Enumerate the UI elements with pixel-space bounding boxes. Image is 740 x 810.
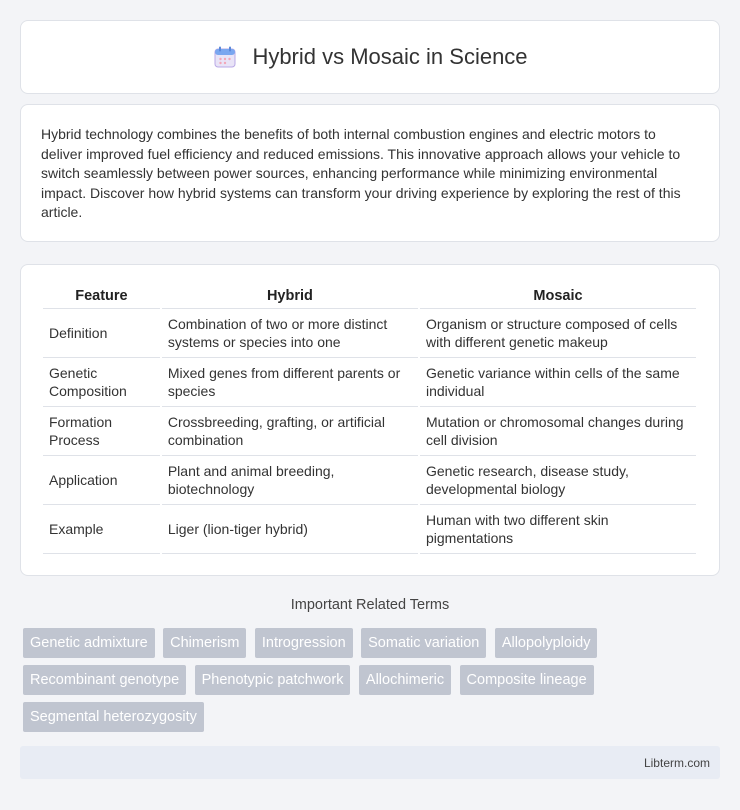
related-term-tag[interactable]: Introgression — [255, 628, 353, 658]
related-term-tag[interactable]: Recombinant genotype — [23, 665, 186, 695]
table-cell-hybrid: Liger (lion-tiger hybrid) — [162, 505, 418, 554]
table-cell-hybrid: Crossbreeding, grafting, or artificial combination — [162, 407, 418, 456]
header-card — [20, 20, 720, 94]
table-cell-mosaic: Organism or structure composed of cells with different genetic makeup — [420, 309, 696, 358]
related-term-tag[interactable]: Segmental heterozygosity — [23, 702, 204, 732]
title-wrap — [212, 44, 527, 70]
table-cell-feature: Formation Process — [43, 407, 160, 456]
page-title: Hybrid vs Mosaic in Science — [252, 44, 528, 69]
table-row — [43, 358, 696, 407]
related-term-tag[interactable]: Genetic admixture — [23, 628, 155, 658]
table-cell-feature: Genetic Composition — [43, 358, 160, 407]
related-term-tag[interactable]: Composite lineage — [460, 665, 594, 695]
intro-text: Hybrid technology combines the benefits of both internal combustion engines and electric motors to deliver improved fuel efficiency and reduced emissions. This innovative approach allows your vehicle to switch seamlessly between power sources, enhancing performance while minimizing environmental impact. Discover how hybrid systems can transform your driving experience by exploring the rest of this article. — [41, 126, 681, 221]
comparison-table-card — [20, 264, 720, 576]
related-term-tag[interactable]: Somatic variation — [361, 628, 486, 658]
related-term-tag[interactable]: Allopolyploidy — [495, 628, 598, 658]
table-cell-mosaic: Mutation or chromosomal changes during cell division — [420, 407, 696, 456]
intro-card — [20, 104, 720, 242]
table-cell-mosaic: Human with two different skin pigmentations — [420, 505, 696, 554]
footer-link[interactable]: Libterm.com — [643, 756, 710, 770]
table-cell-feature: Definition — [43, 309, 160, 358]
table-row — [43, 505, 696, 554]
related-term-tag[interactable]: Allochimeric — [359, 665, 451, 695]
table-cell-feature: Application — [43, 456, 160, 505]
header-hybrid: Hybrid — [162, 285, 418, 309]
header-mosaic: Mosaic — [420, 285, 696, 309]
table-cell-feature: Example — [43, 505, 160, 554]
related-term-tag[interactable]: Chimerism — [163, 628, 246, 658]
header-feature: Feature — [43, 285, 160, 309]
table-cell-mosaic: Genetic research, disease study, developmental biology — [420, 456, 696, 505]
table-cell-hybrid: Combination of two or more distinct systems or species into one — [162, 309, 418, 358]
table-row — [43, 456, 696, 505]
calendar-icon — [212, 44, 238, 70]
table-row — [43, 407, 696, 456]
table-cell-mosaic: Genetic variance within cells of the same individual — [420, 358, 696, 407]
table-row — [43, 309, 696, 358]
related-term-tag[interactable]: Phenotypic patchwork — [195, 665, 351, 695]
table-cell-hybrid: Mixed genes from different parents or species — [162, 358, 418, 407]
related-terms-title: Important Related Terms — [290, 597, 450, 613]
table-header-row — [43, 285, 696, 309]
related-terms-list — [23, 628, 723, 739]
footer — [20, 746, 720, 779]
table-cell-hybrid: Plant and animal breeding, biotechnology — [162, 456, 418, 505]
comparison-table — [41, 285, 698, 554]
